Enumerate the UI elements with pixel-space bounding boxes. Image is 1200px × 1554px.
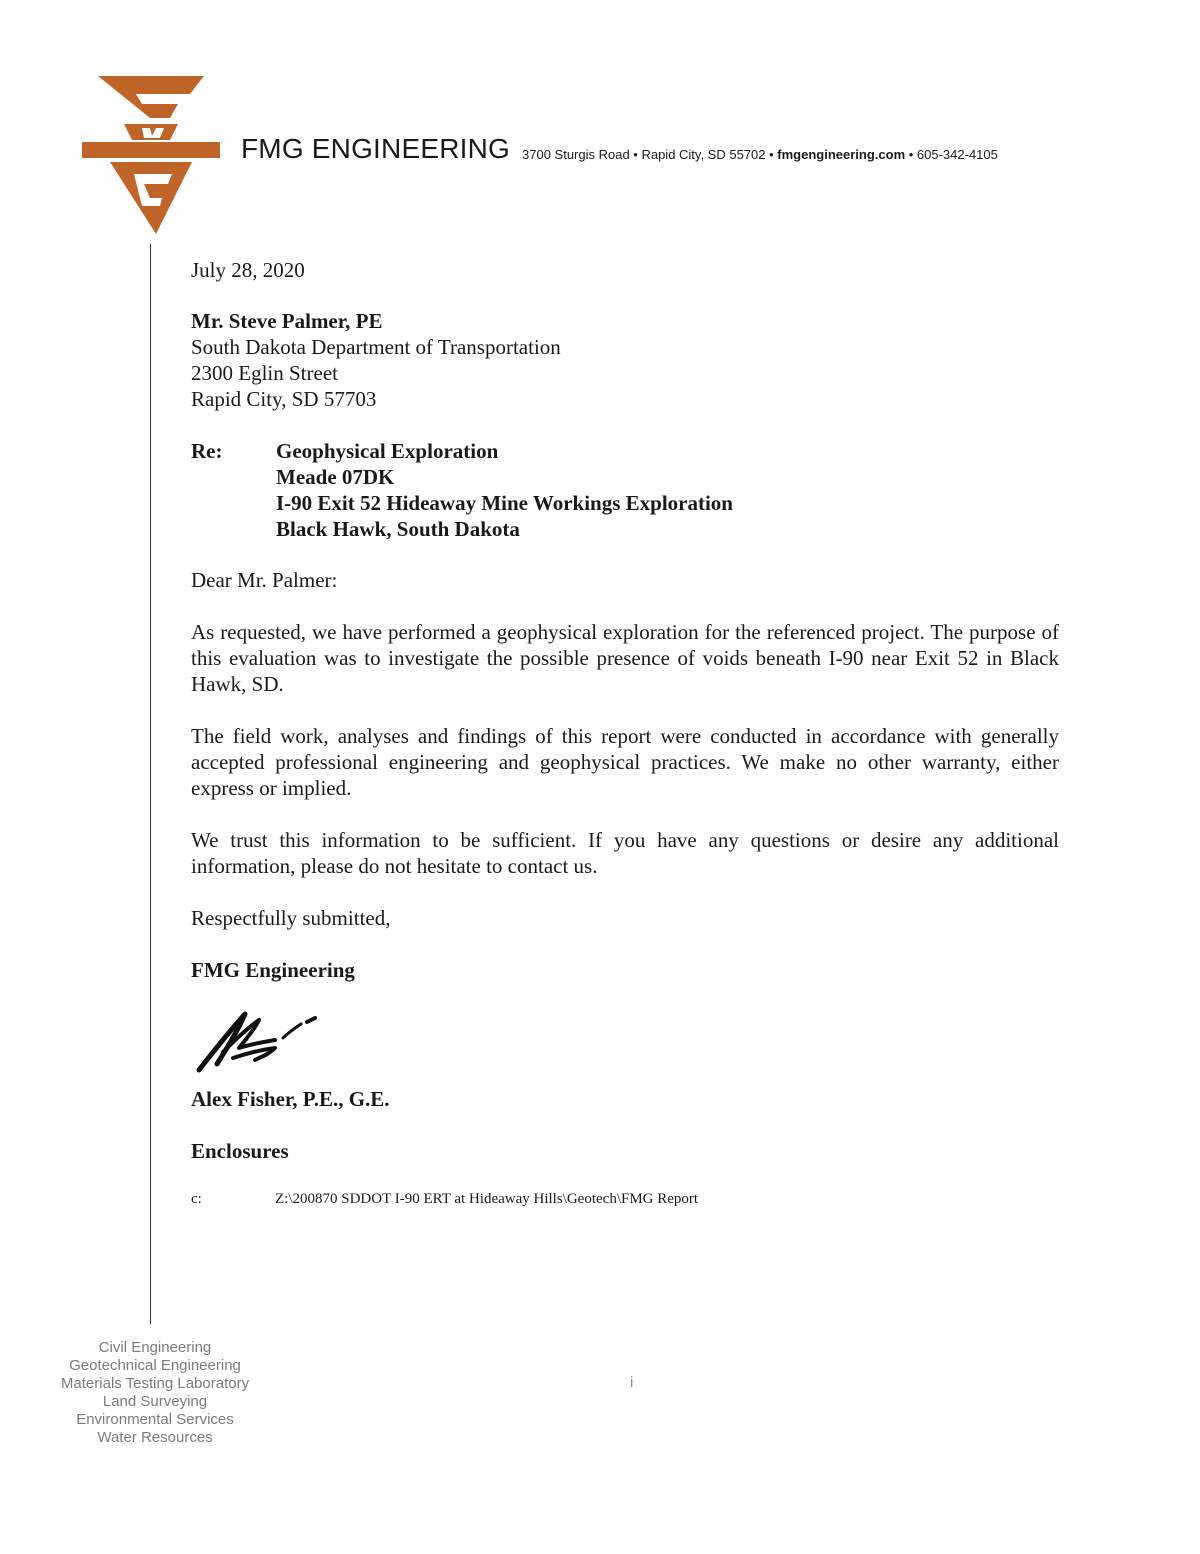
re-subject [276, 438, 733, 542]
cc-file-path: Z:\200870 SDDOT I-90 ERT at Hideaway Hills\Geotech\FMG Report [275, 1191, 699, 1207]
services-list [40, 1339, 270, 1447]
cc-row [191, 1189, 698, 1209]
signature [193, 1008, 323, 1076]
recipient-block [191, 308, 1059, 412]
body-paragraph: The field work, analyses and findings of this report were conducted in accordance with generally accepted professional engineering and geophysical practices. We make no other warranty, either express or implied. [191, 724, 1059, 800]
closing: Respectfully submitted, [191, 906, 391, 930]
body-paragraph: We trust this information to be sufficient. If you have any questions or desire any additional information, please do not hesitate to contact us. [191, 828, 1059, 878]
letter-date: July 28, 2020 [191, 258, 305, 282]
company-address: 3700 Sturgis Road • Rapid City, SD 55702 • [522, 147, 778, 162]
left-margin-rule [150, 244, 151, 1324]
re-block [191, 438, 1059, 542]
re-line: Geophysical Exploration [276, 439, 499, 463]
company-website[interactable]: fmgengineering.com [777, 147, 906, 162]
re-line: Meade 07DK [276, 465, 395, 489]
re-line: I-90 Exit 52 Hideaway Mine Workings Exploration [276, 491, 733, 515]
page-number: i [630, 1374, 634, 1391]
fmg-logo [80, 74, 222, 238]
firm-name: FMG Engineering [191, 958, 355, 982]
service-item: Civil Engineering [98, 1339, 212, 1356]
company-phone: • 605-342-4105 [905, 147, 998, 162]
cc-label: c: [191, 1191, 202, 1207]
salutation: Dear Mr. Palmer: [191, 568, 338, 592]
recipient-name: Mr. Steve Palmer, PE [191, 309, 383, 333]
service-item: Materials Testing Laboratory [60, 1375, 250, 1392]
recipient-street: 2300 Eglin Street [191, 361, 338, 385]
service-item: Water Resources [97, 1429, 213, 1446]
company-contact [522, 147, 998, 162]
signer-name: Alex Fisher, P.E., G.E. [191, 1087, 390, 1111]
service-item: Environmental Services [76, 1411, 234, 1428]
service-item: Land Surveying [102, 1393, 208, 1410]
re-line: Black Hawk, South Dakota [276, 517, 520, 541]
recipient-city: Rapid City, SD 57703 [191, 387, 377, 411]
recipient-organization: South Dakota Department of Transportation [191, 335, 561, 359]
enclosures-label: Enclosures [191, 1139, 289, 1163]
company-name: FMG ENGINEERING [241, 133, 511, 164]
body-paragraph: As requested, we have performed a geophysical exploration for the referenced project. The purpose of this evaluation was to investigate the possible presence of voids beneath I-90 near Exit 52 in Black Hawk, SD. [191, 620, 1059, 696]
service-item: Geotechnical Engineering [69, 1357, 241, 1374]
re-label: Re: [191, 439, 223, 463]
